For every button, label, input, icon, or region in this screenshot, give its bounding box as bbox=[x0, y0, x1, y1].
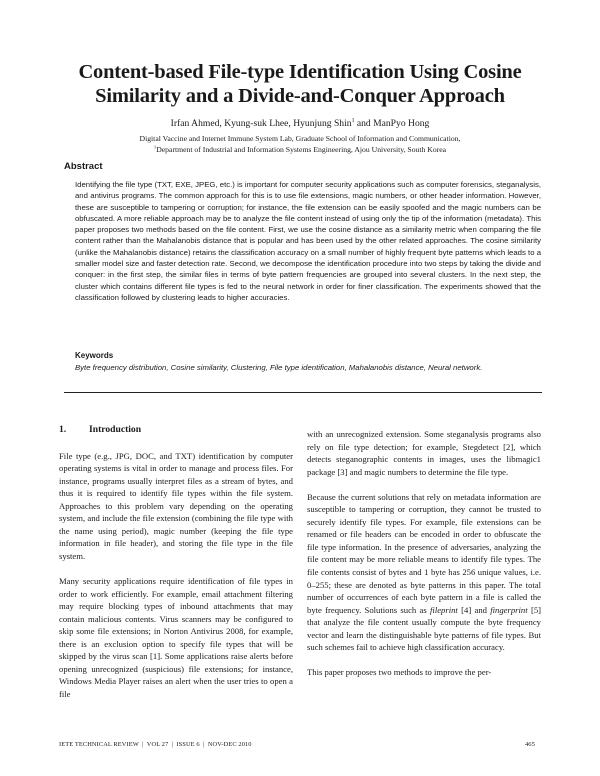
section-heading-introduction bbox=[59, 424, 293, 437]
keywords-text: Byte frequency distribution, Cosine similarity, Clustering, File type identification, Mahalanobis distance, Neural network. bbox=[75, 363, 483, 372]
affiliations bbox=[40, 134, 560, 155]
paragraph-text: [4] and bbox=[457, 604, 491, 615]
section-title: Introduction bbox=[89, 424, 142, 435]
authors-part2: and ManPyo Hong bbox=[354, 118, 430, 129]
paragraph-text: Because the current solutions that rely on metadata information are susceptible to tampering or corruption, they cannot be trusted to securely identify file types. For example, file extensions can be renamed or file headers can be encoded in order to obfuscate the file type information. In the presence of adversaries, analyzing the file content may be more reliable means to identify file types. The file contents consist of bytes and 1 byte has 256 unique values, i.e. 0–255; these are denoted as byte patterns in this paper. The total number of occurrences of each byte pattern in a file is called the byte frequency. Solutions such as bbox=[307, 491, 541, 615]
journal-footer: IETE TECHNICAL REVIEW | VOL 27 | ISSUE 6 | NOV-DEC 2010 bbox=[59, 741, 252, 748]
paragraph: Many security applications require identification of file types in order to work efficiently. For example, email attachment filtering may require blocking types of inbound attachments that may contain malicious contents. Virus scanners may be configured to skip some file extensions; in Norton Antivirus 2008, for example, there is an exclusion option to specify file types that will be skipped by the virus scan [1]. Some applications raise alerts before opening unrecognized (suspicious) file extensions; for instance, Windows Media Player raises an alert when the user tries to open a file bbox=[59, 575, 293, 699]
keywords-heading: Keywords bbox=[75, 351, 114, 360]
right-column bbox=[307, 428, 541, 691]
paper-title: Content-based File-type Identification Using Cosine Similarity and a Divide-and-Conquer Approach bbox=[78, 61, 522, 107]
emphasis-fileprint: fileprint bbox=[430, 604, 458, 615]
affiliation-line-1: Digital Vaccine and Internet Immune System Lab, Graduate School of Information and Communication, bbox=[139, 134, 461, 143]
author-list bbox=[40, 118, 560, 130]
affiliation-marker: 1 bbox=[153, 143, 157, 149]
section-divider bbox=[64, 392, 542, 393]
left-column bbox=[59, 424, 293, 713]
affiliation-line-2-text: Department of Industrial and Information Systems Engineering, Ajou University, South Korea bbox=[156, 144, 447, 154]
affiliation-line-2 bbox=[40, 145, 560, 156]
author-affiliation-marker: 1 bbox=[351, 117, 355, 124]
paragraph: File type (e.g., JPG, DOC, and TXT) identification by computer operating systems is vital in order to manage and process files. For instance, programs usually interpret files as a stream of bytes, and thus it is required to identify file types within the file system. Approaches to this problem vary depending on the operating system, and include the file extension (combining the file type with the name using period), magic number (keeping the file type information in file header), and storing the file type in the file system. bbox=[59, 450, 293, 561]
section-number: 1. bbox=[59, 424, 67, 435]
emphasis-fingerprint: fingerprint bbox=[490, 604, 528, 615]
paragraph-text: [5] that analyze the file content usually compute the byte frequency vector and learn the distinguishable byte patterns of file types. But such schemes fail to achieve high classification accuracy. bbox=[307, 604, 541, 653]
paragraph: with an unrecognized extension. Some steganalysis programs also rely on file type detection; for example, Stegdetect [2], which detects steganographic contents in images, uses the libmagic1 package [3] and magic numbers to determine the file type. bbox=[307, 429, 541, 477]
abstract-text: Identifying the file type (TXT, EXE, JPEG, etc.) is important for computer security applications such as computer forensics, steganalysis, and antivirus programs. The common approach for this is to use file extensions, magic numbers, or other header information. However, these are susceptible to tampering or corruption; for instance, the file extension can be easily spoofed and the magic numbers can be obfuscated. A more reliable approach may be to analyze the file content instead of using only the tip of the information (metadata). This paper proposes two methods based on the file content. First, we use the cosine distance as a similarity metric when comparing the file content rather than the Mahalanobis distance that is popular and has been used by the other related approaches. The cosine similarity (unlike the Mahalanobis distance) retains the classification accuracy on a small number of highly frequent byte patterns which leads to a smaller model size and faster detection rate. Second, we decompose the identification procedure into two steps by taking the divide and conquer: in the first step, the similar files in terms of byte pattern frequencies are grouped into several clusters. In the next step, the cluster which contains different file types is fed to the neural network in order for finer classification. The experiments showed that the classification followed by clustering leads to higher accuracies. bbox=[75, 180, 541, 302]
paragraph bbox=[307, 491, 541, 654]
authors-part1: Irfan Ahmed, Kyung-suk Lhee, Hyunjung Shin bbox=[170, 118, 352, 129]
page-number: 465 bbox=[525, 741, 535, 748]
paragraph: This paper proposes two methods to improve the per- bbox=[307, 667, 492, 678]
abstract-heading: Abstract bbox=[64, 161, 103, 172]
